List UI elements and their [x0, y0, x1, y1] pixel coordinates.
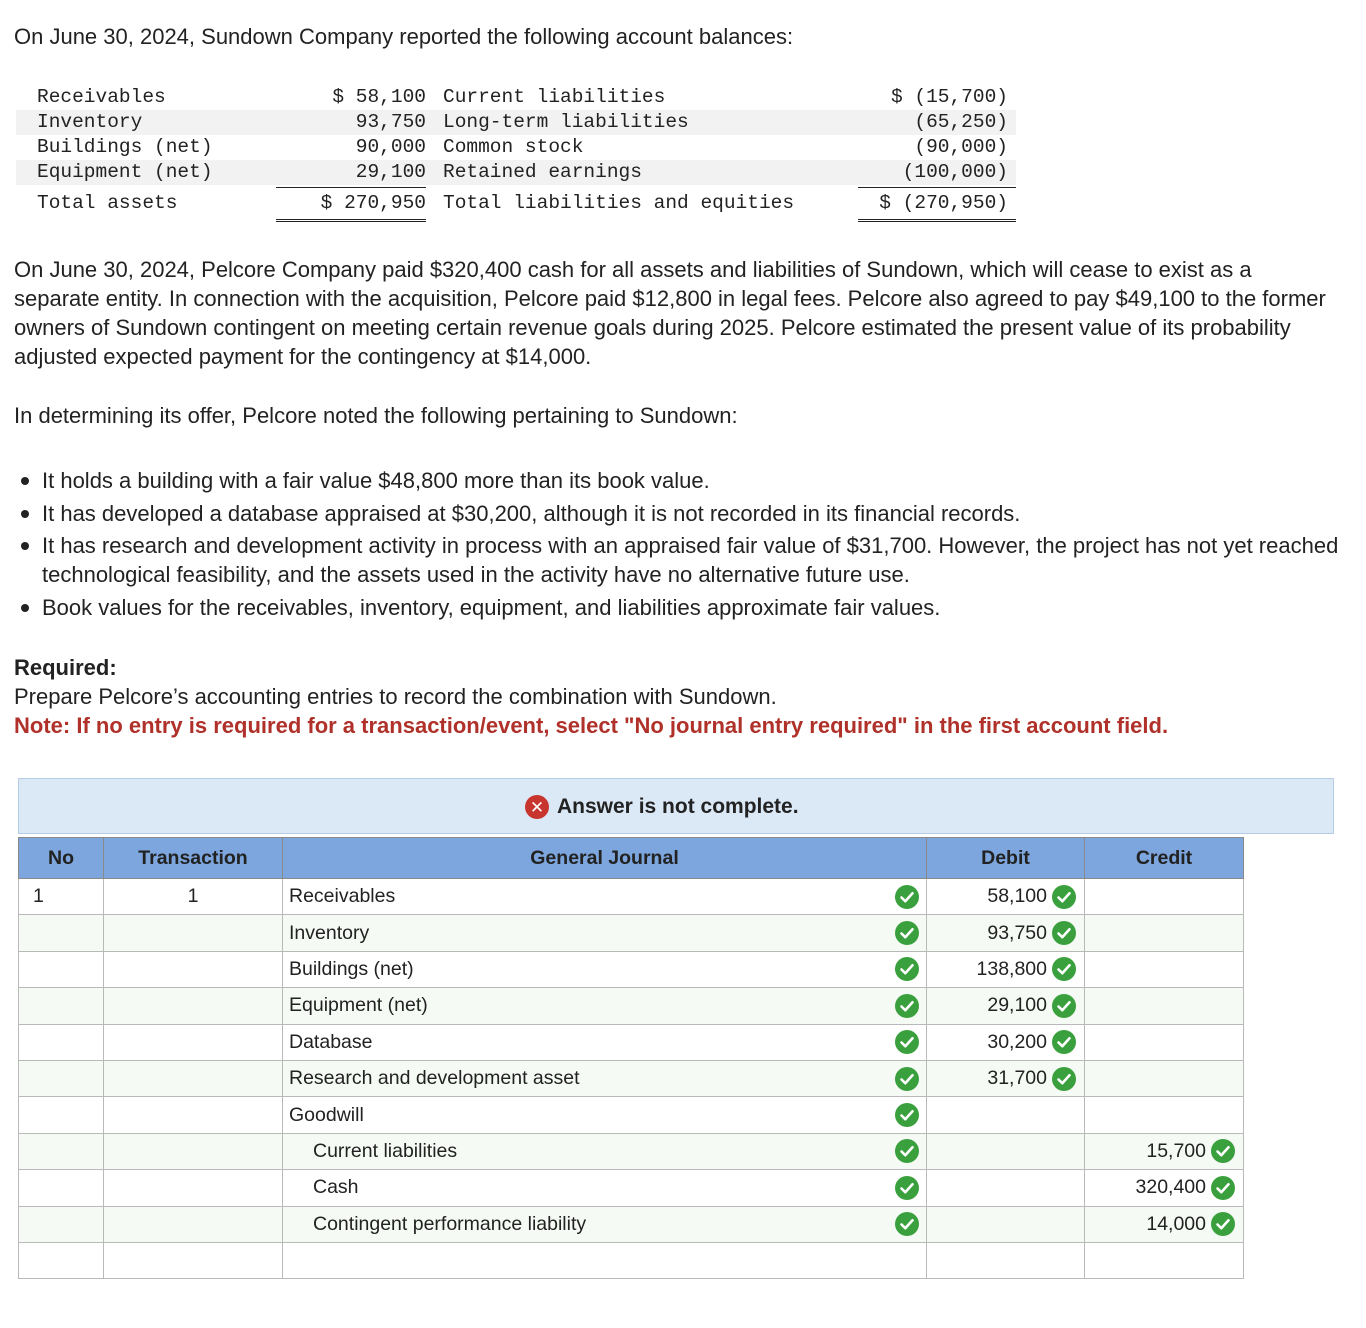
balance-row — [16, 110, 1016, 135]
credit-amount: 14,000 — [1146, 1212, 1206, 1235]
check-icon — [895, 1067, 919, 1091]
account-field[interactable] — [283, 1060, 927, 1096]
journal-row — [19, 1170, 1244, 1206]
offer-considerations-list — [14, 466, 1339, 625]
intro-text: On June 30, 2024, Sundown Company reported the following account balances: — [14, 24, 794, 49]
col-header-general-journal: General Journal — [283, 838, 927, 879]
entry-number — [19, 1242, 104, 1278]
transaction-number — [104, 1024, 283, 1060]
check-icon — [1211, 1139, 1235, 1163]
account-name: Research and development asset — [289, 1067, 580, 1090]
debit-field[interactable] — [927, 879, 1085, 915]
journal-row — [19, 879, 1244, 915]
asset-label: Buildings (net) — [37, 136, 213, 158]
entry-number — [19, 915, 104, 951]
check-icon — [1052, 1030, 1076, 1054]
transaction-number — [104, 1242, 283, 1278]
journal-row — [19, 915, 1244, 951]
debit-field[interactable] — [927, 1024, 1085, 1060]
entry-number — [19, 951, 104, 987]
balance-total-row — [16, 191, 1016, 216]
acquisition-description: On June 30, 2024, Pelcore Company paid $320,400 cash for all assets and liabilities of Sundown, which will cease to exist as a separate entity. In connection with the acquisition, Pelcore paid $12,800 in legal fees. Pelcore also agreed to pay $49,100 to the former owners of Sundown contingent on meeting certain revenue goals during 2025. Pelcore estimated the present value of its probability adjusted expected payment for the contingency at $14,000. — [14, 257, 1326, 369]
liability-value: (65,250) — [914, 111, 1008, 133]
asset-value: 29,100 — [355, 161, 426, 183]
debit-field[interactable] — [927, 1170, 1085, 1206]
required-instruction: Prepare Pelcore’s accounting entries to record the combination with Sundown. — [14, 684, 777, 709]
account-field[interactable] — [283, 1097, 927, 1133]
check-icon — [895, 1139, 919, 1163]
transaction-number — [104, 988, 283, 1024]
credit-field[interactable] — [1085, 1242, 1244, 1278]
debit-field[interactable] — [927, 1097, 1085, 1133]
debit-amount: 29,100 — [987, 994, 1047, 1017]
total-liabilities-value: $ (270,950) — [879, 192, 1008, 214]
answer-status-text: Answer is not complete. — [557, 795, 799, 818]
journal-row — [19, 1024, 1244, 1060]
debit-amount: 93,750 — [987, 921, 1047, 944]
account-field[interactable] — [283, 915, 927, 951]
debit-amount: 31,700 — [987, 1067, 1047, 1090]
total-rule — [858, 187, 1016, 188]
check-icon — [1211, 1212, 1235, 1236]
check-icon — [1052, 994, 1076, 1018]
required-note: Note: If no entry is required for a transaction/event, select "No journal entry required" in the first account field. — [14, 713, 1169, 738]
account-name: Equipment (net) — [289, 994, 428, 1017]
credit-field[interactable] — [1085, 1024, 1244, 1060]
credit-field[interactable] — [1085, 951, 1244, 987]
liability-label: Common stock — [443, 136, 584, 158]
bullet-item: Book values for the receivables, inventory, equipment, and liabilities approximate fair values. — [14, 593, 1339, 622]
liability-value: (90,000) — [914, 136, 1008, 158]
debit-amount: 30,200 — [987, 1030, 1047, 1053]
bullet-item: It holds a building with a fair value $48,800 more than its book value. — [14, 466, 1339, 495]
asset-value: $ 58,100 — [332, 86, 426, 108]
balance-row — [16, 135, 1016, 160]
liability-value: $ (15,700) — [890, 86, 1008, 108]
x-circle-icon: ✕ — [525, 795, 549, 819]
transaction-number — [104, 1133, 283, 1169]
balance-sheet — [16, 85, 1018, 227]
check-icon — [1052, 885, 1076, 909]
credit-field[interactable] — [1085, 1133, 1244, 1169]
check-icon — [895, 885, 919, 909]
check-icon — [895, 957, 919, 981]
double-underline — [858, 219, 1016, 222]
balance-row — [16, 160, 1016, 185]
col-header-transaction: Transaction — [104, 838, 283, 879]
account-name: Goodwill — [289, 1103, 364, 1126]
credit-field[interactable] — [1085, 988, 1244, 1024]
debit-field[interactable] — [927, 915, 1085, 951]
liability-label: Long-term liabilities — [443, 111, 689, 133]
credit-amount: 15,700 — [1146, 1139, 1206, 1162]
account-name: Buildings (net) — [289, 957, 414, 980]
account-field[interactable] — [283, 879, 927, 915]
debit-field[interactable] — [927, 1060, 1085, 1096]
total-liabilities-label: Total liabilities and equities — [443, 192, 795, 214]
required-title: Required: — [14, 655, 117, 680]
journal-row — [19, 1133, 1244, 1169]
check-icon — [895, 1103, 919, 1127]
check-icon — [1211, 1176, 1235, 1200]
credit-field[interactable] — [1085, 1097, 1244, 1133]
debit-amount: 58,100 — [987, 885, 1047, 908]
journal-row — [19, 1097, 1244, 1133]
offer-intro: In determining its offer, Pelcore noted the following pertaining to Sundown: — [14, 403, 738, 428]
check-icon — [895, 1030, 919, 1054]
credit-field[interactable] — [1085, 1060, 1244, 1096]
debit-field[interactable] — [927, 1206, 1085, 1242]
liability-label: Current liabilities — [443, 86, 666, 108]
transaction-number — [104, 1060, 283, 1096]
account-field[interactable] — [283, 1170, 927, 1206]
required-section — [14, 653, 1344, 740]
account-name: Contingent performance liability — [313, 1212, 587, 1235]
account-name: Database — [289, 1030, 373, 1053]
journal-header-row — [19, 838, 1244, 879]
journal-row — [19, 1206, 1244, 1242]
entry-number — [19, 1206, 104, 1242]
entry-number — [19, 988, 104, 1024]
entry-number — [19, 1133, 104, 1169]
asset-value: 93,750 — [355, 111, 426, 133]
check-icon — [895, 921, 919, 945]
asset-value: 90,000 — [355, 136, 426, 158]
account-field[interactable] — [283, 1133, 927, 1169]
account-field[interactable] — [283, 1242, 927, 1278]
liability-label: Retained earnings — [443, 161, 642, 183]
journal-row — [19, 1242, 1244, 1278]
liability-value: (100,000) — [902, 161, 1008, 183]
journal-row — [19, 951, 1244, 987]
total-rule — [276, 187, 426, 188]
entry-number — [19, 1097, 104, 1133]
transaction-number — [104, 1206, 283, 1242]
entry-number — [19, 1170, 104, 1206]
total-assets-value: $ 270,950 — [320, 192, 426, 214]
account-name: Current liabilities — [313, 1139, 458, 1162]
bullet-item: It has developed a database appraised at $30,200, although it is not recorded in its financial records. — [14, 499, 1339, 528]
credit-field[interactable] — [1085, 915, 1244, 951]
entry-number: 1 — [19, 879, 104, 915]
account-field[interactable] — [283, 988, 927, 1024]
transaction-number — [104, 1170, 283, 1206]
transaction-number — [104, 1097, 283, 1133]
debit-field[interactable] — [927, 1242, 1085, 1278]
account-field[interactable] — [283, 1024, 927, 1060]
check-icon — [1052, 921, 1076, 945]
check-icon — [1052, 1067, 1076, 1091]
credit-field[interactable] — [1085, 1170, 1244, 1206]
asset-label: Inventory — [37, 111, 143, 133]
check-icon — [1052, 957, 1076, 981]
account-name: Inventory — [289, 921, 370, 944]
col-header-credit: Credit — [1085, 838, 1244, 879]
check-icon — [895, 1176, 919, 1200]
col-header-no: No — [19, 838, 104, 879]
asset-label: Receivables — [37, 86, 166, 108]
double-underline — [276, 219, 426, 222]
bullet-item: It has research and development activity in process with an appraised fair value of $31,700. However, the project has not yet reached technological feasibility, and the assets used in the activity have no alternative future use. — [14, 531, 1339, 589]
col-header-debit: Debit — [927, 838, 1085, 879]
account-name: Cash — [313, 1176, 359, 1199]
asset-label: Equipment (net) — [37, 161, 213, 183]
check-icon — [895, 994, 919, 1018]
transaction-number: 1 — [104, 879, 283, 915]
answer-status-banner — [18, 778, 1334, 834]
entry-number — [19, 1024, 104, 1060]
journal-row — [19, 1060, 1244, 1096]
account-field[interactable] — [283, 951, 927, 987]
debit-field[interactable] — [927, 951, 1085, 987]
total-assets-label: Total assets — [37, 192, 178, 214]
debit-amount: 138,800 — [976, 957, 1047, 980]
transaction-number — [104, 951, 283, 987]
account-field[interactable] — [283, 1206, 927, 1242]
credit-field[interactable] — [1085, 879, 1244, 915]
balance-row — [16, 85, 1016, 110]
journal-row — [19, 988, 1244, 1024]
debit-field[interactable] — [927, 1133, 1085, 1169]
debit-field[interactable] — [927, 988, 1085, 1024]
general-journal-table — [18, 837, 1244, 1279]
credit-amount: 320,400 — [1135, 1176, 1206, 1199]
credit-field[interactable] — [1085, 1206, 1244, 1242]
entry-number — [19, 1060, 104, 1096]
account-name: Receivables — [289, 885, 396, 908]
transaction-number — [104, 915, 283, 951]
check-icon — [895, 1212, 919, 1236]
